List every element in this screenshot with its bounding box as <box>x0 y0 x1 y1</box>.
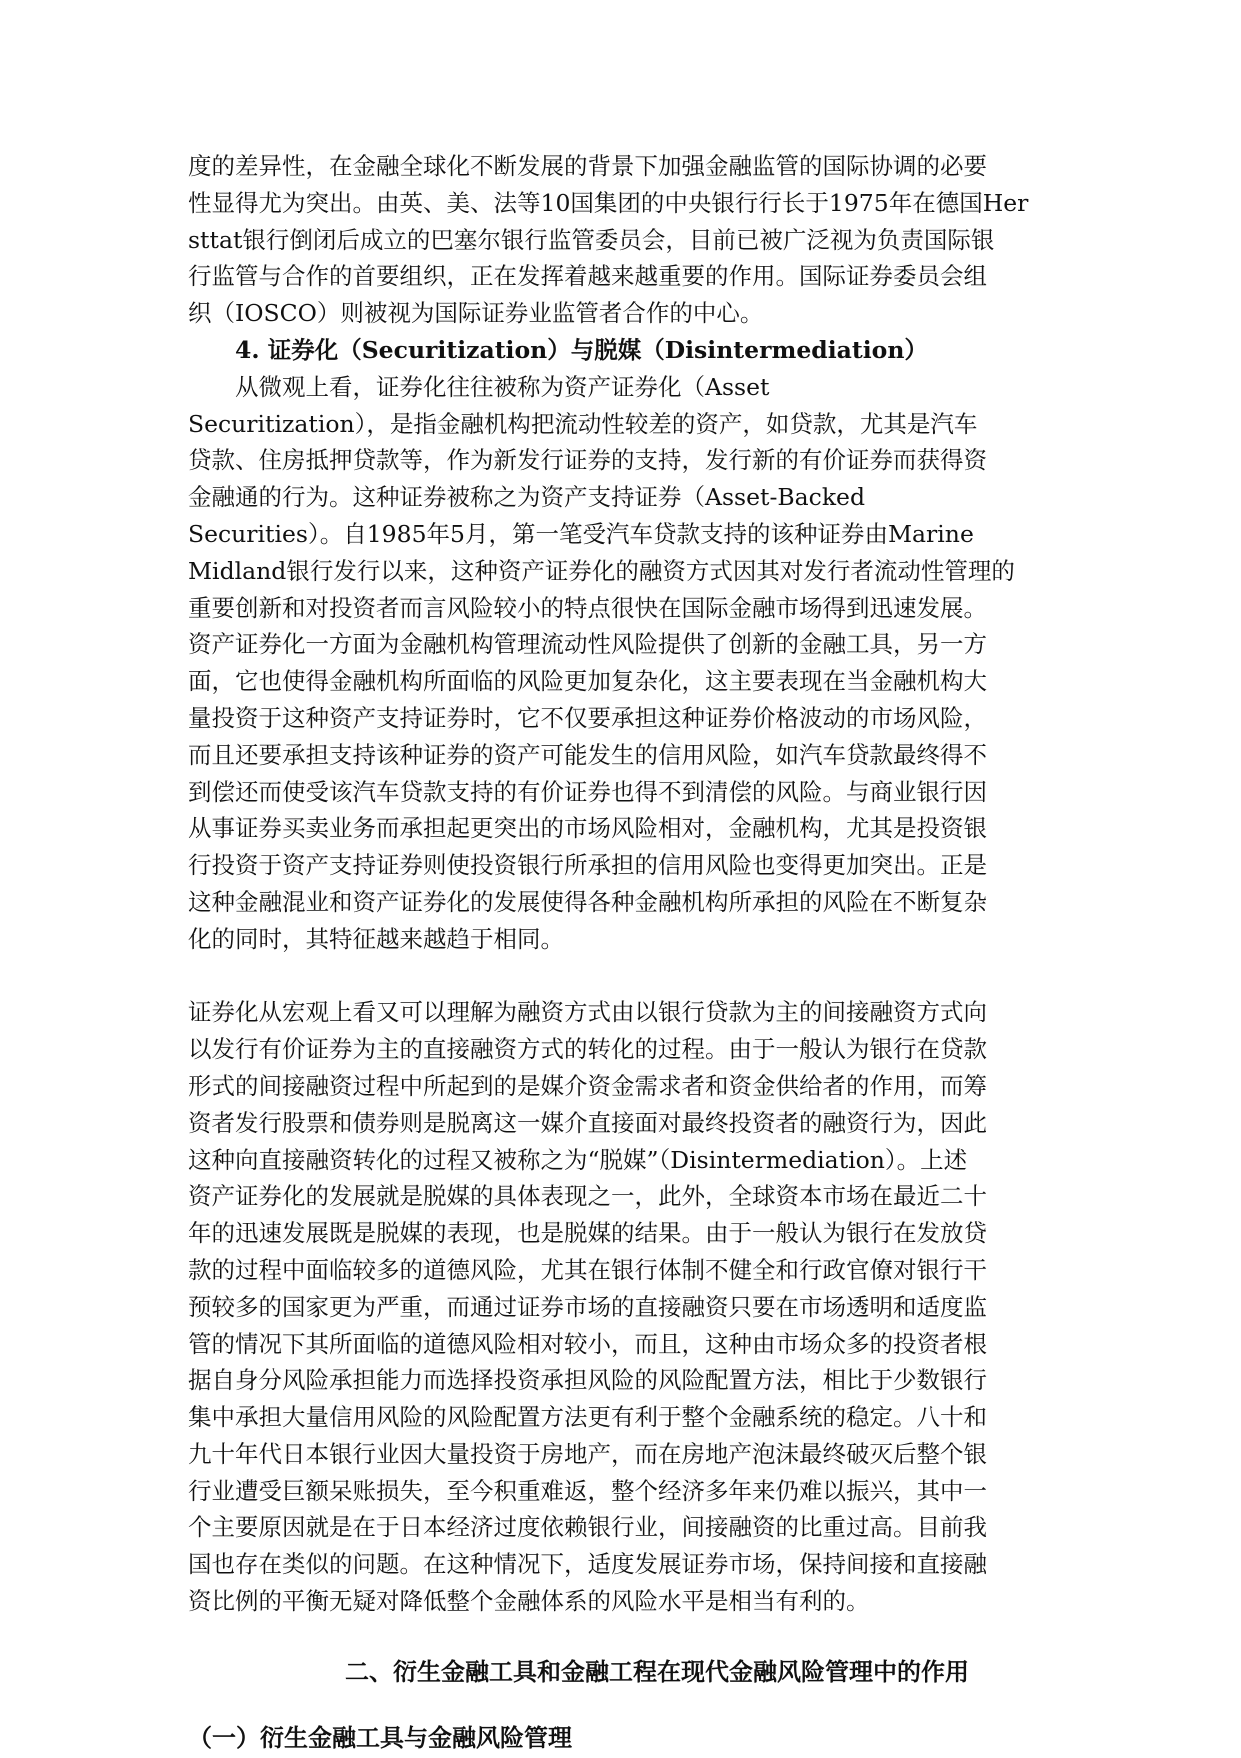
document-page <box>188 148 1036 1758</box>
text-line: Securities）。自1985年5月，第一笔受汽车贷款支持的该种证券由Marine <box>188 519 974 548</box>
paragraph-disintermediation <box>188 994 1036 1620</box>
text-line: 性显得尤为突出。由英、美、法等10国集团的中央银行行长于1975年在德国Her <box>188 188 1029 217</box>
text-line: 以发行有价证券为主的直接融资方式的转化的过程。由于一般认为银行在贷款 <box>188 1035 987 1064</box>
paragraph-securitization <box>188 369 1036 958</box>
text-line: 金融通的行为。这种证券被称之为资产支持证券（Asset-Backed <box>188 483 866 512</box>
text-line: 预较多的国家更为严重，而通过证券市场的直接融资只要在市场透明和适度监 <box>188 1292 987 1321</box>
text-line: 行业遭受巨额呆账损失，至今积重难返，整个经济多年来仍难以振兴，其中一 <box>188 1476 987 1505</box>
text-line: 面，它也使得金融机构所面临的风险更加复杂化，这主要表现在当金融机构大 <box>188 667 987 696</box>
heading-securitization: 4. 证券化（Securitization）与脱媒（Disintermediation） <box>235 335 928 364</box>
text-line: 形式的间接融资过程中所起到的是媒介资金需求者和资金供给者的作用，而筹 <box>188 1071 987 1100</box>
text-line: 而且还要承担支持该种证券的资产可能发生的信用风险，如汽车贷款最终得不 <box>188 740 987 769</box>
text-line: 织（IOSCO）则被视为国际证券业监管者合作的中心。 <box>188 299 764 328</box>
subsection-title: （一）衍生金融工具与金融风险管理 <box>188 1723 572 1752</box>
text-line: 从事证券买卖业务而承担起更突出的市场风险相对，金融机构，尤其是投资银 <box>188 814 987 843</box>
text-line: 证券化从宏观上看又可以理解为融资方式由以银行贷款为主的间接融资方式向 <box>188 998 987 1027</box>
section-title: 二、衍生金融工具和金融工程在现代金融风险管理中的作用 <box>345 1657 969 1686</box>
text-line: 资产证券化的发展就是脱媒的具体表现之一，此外，全球资本市场在最近二十 <box>188 1182 987 1211</box>
text-line: 款的过程中面临较多的道德风险，尤其在银行体制不健全和行政官僚对银行干 <box>188 1255 987 1284</box>
text-line: 据自身分风险承担能力而选择投资承担风险的风险配置方法，相比于少数银行 <box>188 1366 987 1395</box>
text-line: 个主要原因就是在于日本经济过度依赖银行业，间接融资的比重过高。目前我 <box>188 1513 987 1542</box>
text-line: 到偿还而使受该汽车贷款支持的有价证券也得不到清偿的风险。与商业银行因 <box>188 777 987 806</box>
text-line: 集中承担大量信用风险的风险配置方法更有利于整个金融系统的稳定。八十和 <box>188 1403 987 1432</box>
text-line: Securitization），是指金融机构把流动性较差的资产，如贷款，尤其是汽车 <box>188 409 978 438</box>
paragraph-intro-end <box>188 148 1036 332</box>
text-line: 重要创新和对投资者而言风险较小的特点很快在国际金融市场得到迅速发展。 <box>188 593 987 622</box>
text-line: Midland银行发行以来，这种资产证券化的融资方式因其对发行者流动性管理的 <box>188 556 1015 585</box>
text-line: 行监管与合作的首要组织，正在发挥着越来越重要的作用。国际证券委员会组 <box>188 262 987 291</box>
text-line: 资者发行股票和债券则是脱离这一媒介直接面对最终投资者的融资行为，因此 <box>188 1108 987 1137</box>
text-line: 化的同时，其特征越来越趋于相同。 <box>188 924 564 953</box>
text-line: 国也存在类似的问题。在这种情况下，适度发展证券市场，保持间接和直接融 <box>188 1550 987 1579</box>
text-line: 度的差异性，在金融全球化不断发展的背景下加强金融监管的国际协调的必要 <box>188 152 987 180</box>
text-line: 这种金融混业和资产证券化的发展使得各种金融机构所承担的风险在不断复杂 <box>188 887 987 916</box>
text-line: 资比例的平衡无疑对降低整个金融体系的风险水平是相当有利的。 <box>188 1587 870 1616</box>
text-line: 行投资于资产支持证券则使投资银行所承担的信用风险也变得更加突出。正是 <box>188 851 987 880</box>
text-line: 从微观上看，证券化往往被称为资产证券化（Asset <box>235 372 770 401</box>
text-line: 贷款、住房抵押贷款等，作为新发行证券的支持，发行新的有价证券而获得资 <box>188 446 987 475</box>
text-line: 这种向直接融资转化的过程又被称之为“脱媒”（Disintermediation）。上述 <box>188 1145 968 1174</box>
text-line: 管的情况下其所面临的道德风险相对较小，而且，这种由市场众多的投资者根 <box>188 1329 987 1358</box>
text-line: 年的迅速发展既是脱媒的表现，也是脱媒的结果。由于一般认为银行在发放贷 <box>188 1219 987 1248</box>
text-line: 九十年代日本银行业因大量投资于房地产，而在房地产泡沫最终破灭后整个银 <box>188 1439 987 1468</box>
paragraph-gap <box>188 958 1036 995</box>
text-line: 量投资于这种资产支持证券时，它不仅要承担这种证券价格波动的市场风险， <box>188 703 987 732</box>
text-line: sttat银行倒闭后成立的巴塞尔银行监管委员会，目前已被广泛视为负责国际银 <box>188 225 995 254</box>
text-line: 资产证券化一方面为金融机构管理流动性风险提供了创新的金融工具，另一方 <box>188 630 987 659</box>
